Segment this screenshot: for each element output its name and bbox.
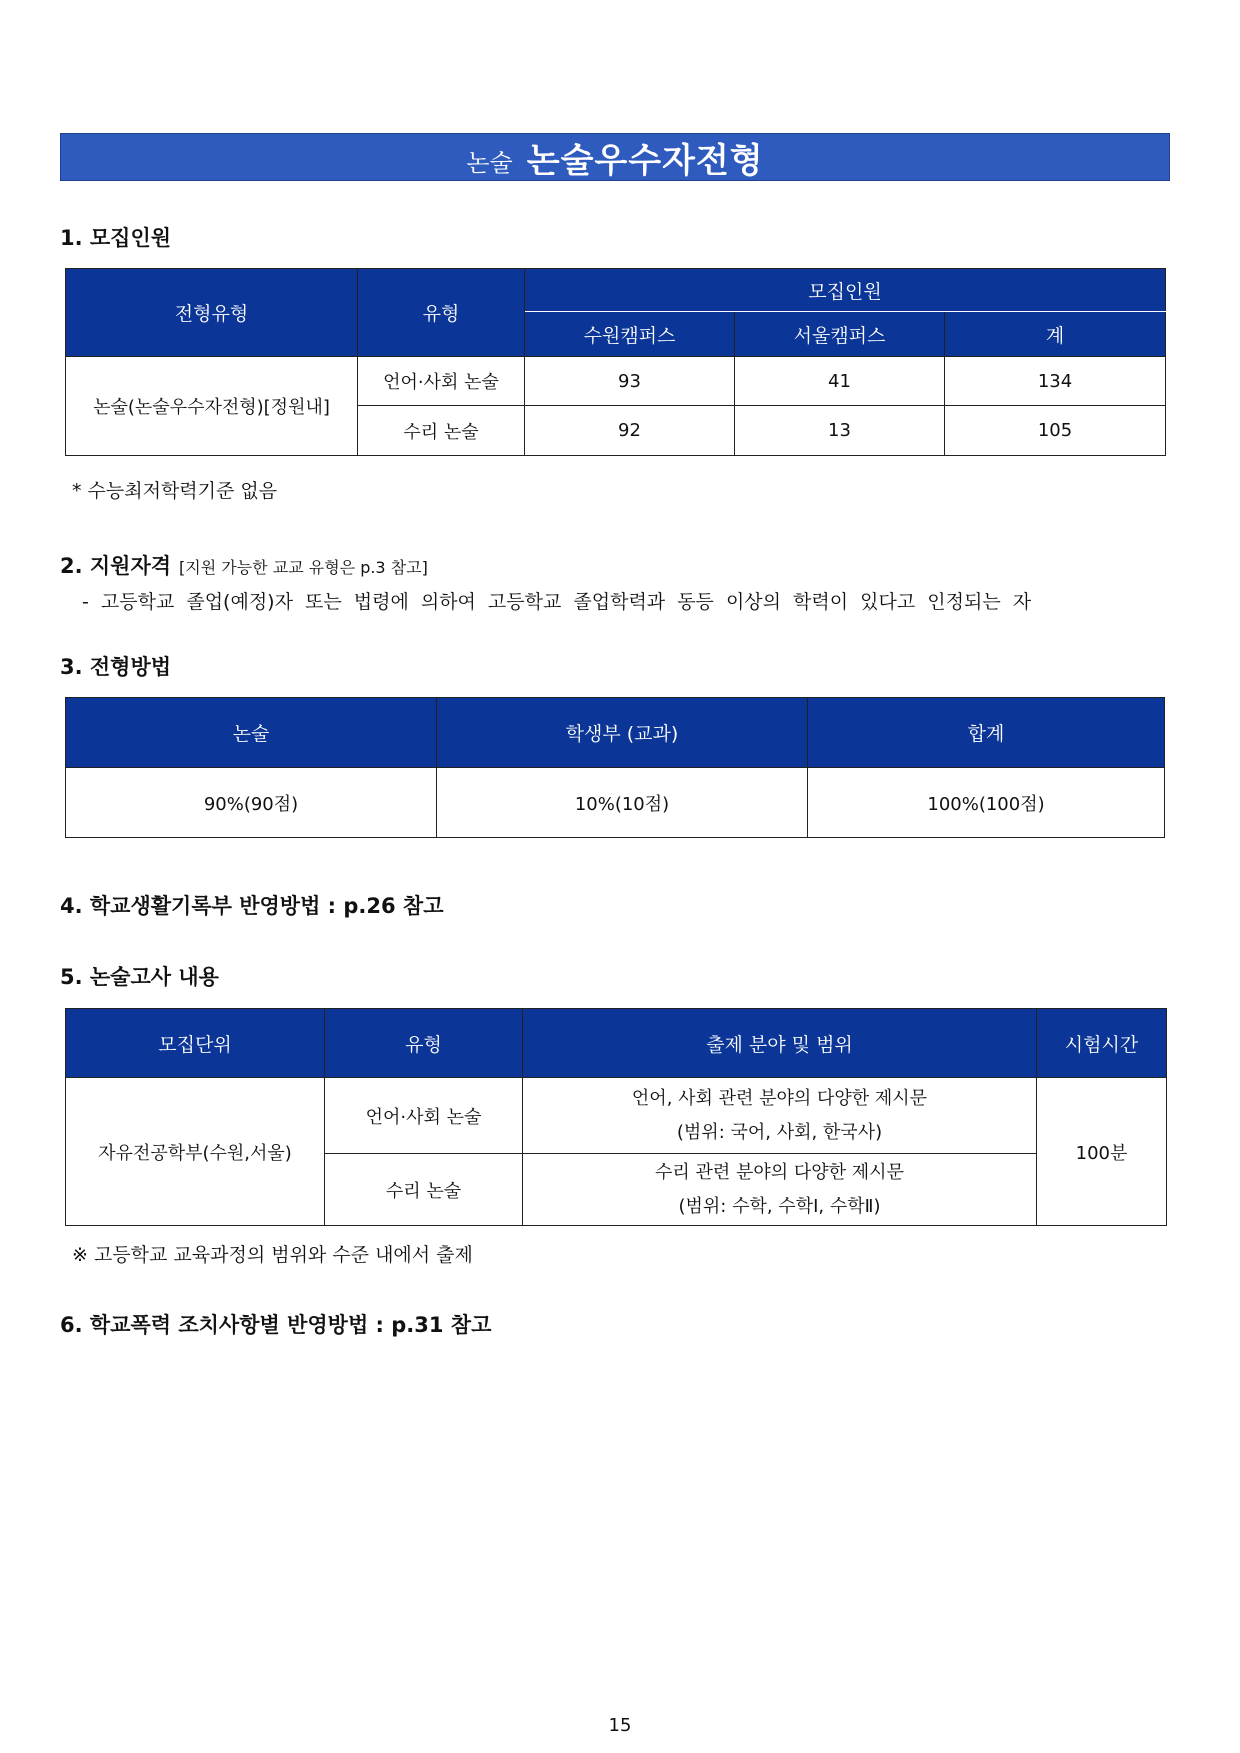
admission-type-cell: 논술(논술우수자전형)[정원내] [66,357,358,456]
section-6-title: 6. 학교폭력 조치사항별 반영방법 : p.31 참고 [60,1313,492,1337]
section-2-subnote: [지원 가능한 교교 유형은 p.3 참고] [179,558,428,577]
header-recruit-count: 모집인원 [525,269,1166,312]
kind-cell: 언어·사회 논술 [358,357,525,406]
page-banner [60,133,1170,181]
section-1-title: 1. 모집인원 [60,226,172,250]
scope-range: (범위: 수학, 수학Ⅰ, 수학Ⅱ) [678,1195,881,1217]
header-sum: 합계 [808,698,1165,768]
scope-cell [523,1078,1037,1154]
header-total: 계 [945,312,1166,357]
essay-exam-table [65,1008,1167,1226]
header-unit: 모집단위 [66,1009,325,1078]
school-record-value: 10%(10점) [437,768,808,838]
header-kind: 유형 [325,1009,523,1078]
unit-cell: 자유전공학부(수원,서울) [66,1078,325,1226]
total-cell: 134 [945,357,1166,406]
kind-cell: 언어·사회 논술 [325,1078,523,1154]
scope-range: (범위: 국어, 사회, 한국사) [676,1121,883,1143]
header-scope: 출제 분야 및 범위 [523,1009,1037,1078]
recruitment-table [65,268,1166,456]
scope-line: 수리 관련 분야의 다양한 제시문 [655,1161,904,1183]
table-row [66,768,1165,838]
total-cell: 105 [945,406,1166,456]
header-seoul: 서울캠퍼스 [735,312,945,357]
banner-title: 논술우수자전형 [526,140,764,181]
page-number: 15 [608,1715,632,1736]
table-row [66,1078,1167,1154]
exam-note: ※ 고등학교 교육과정의 범위와 수준 내에서 출제 [72,1244,473,1266]
exam-time-cell: 100분 [1037,1078,1167,1226]
header-kind: 유형 [358,269,525,357]
section-5-title: 5. 논술고사 내용 [60,965,219,989]
header-suwon: 수원캠퍼스 [525,312,735,357]
seoul-cell: 41 [735,357,945,406]
essay-value: 90%(90점) [66,768,437,838]
header-exam-time: 시험시간 [1037,1009,1167,1078]
scope-cell [523,1154,1037,1226]
section-4-title: 4. 학교생활기록부 반영방법 : p.26 참고 [60,894,444,918]
suwon-cell: 92 [525,406,735,456]
scope-line: 언어, 사회 관련 분야의 다양한 제시문 [631,1087,928,1109]
header-essay: 논술 [66,698,437,768]
sum-value: 100%(100점) [808,768,1165,838]
eligibility-text: - 고등학교 졸업(예정)자 또는 법령에 의하여 고등학교 졸업학력과 동등 이상의 학력이 있다고 인정되는 자 [82,591,1032,613]
suwon-cell: 93 [525,357,735,406]
banner-category: 논술 [466,148,513,177]
kind-cell: 수리 논술 [325,1154,523,1226]
section-3-title: 3. 전형방법 [60,655,172,679]
header-school-record: 학생부 (교과) [437,698,808,768]
seoul-cell: 13 [735,406,945,456]
csat-note: * 수능최저학력기준 없음 [72,480,278,502]
header-type: 전형유형 [66,269,358,357]
selection-method-table [65,697,1165,838]
kind-cell: 수리 논술 [358,406,525,456]
table-row [66,357,1166,406]
section-2-title-text: 2. 지원자격 [60,554,172,578]
section-2-title [60,550,428,580]
